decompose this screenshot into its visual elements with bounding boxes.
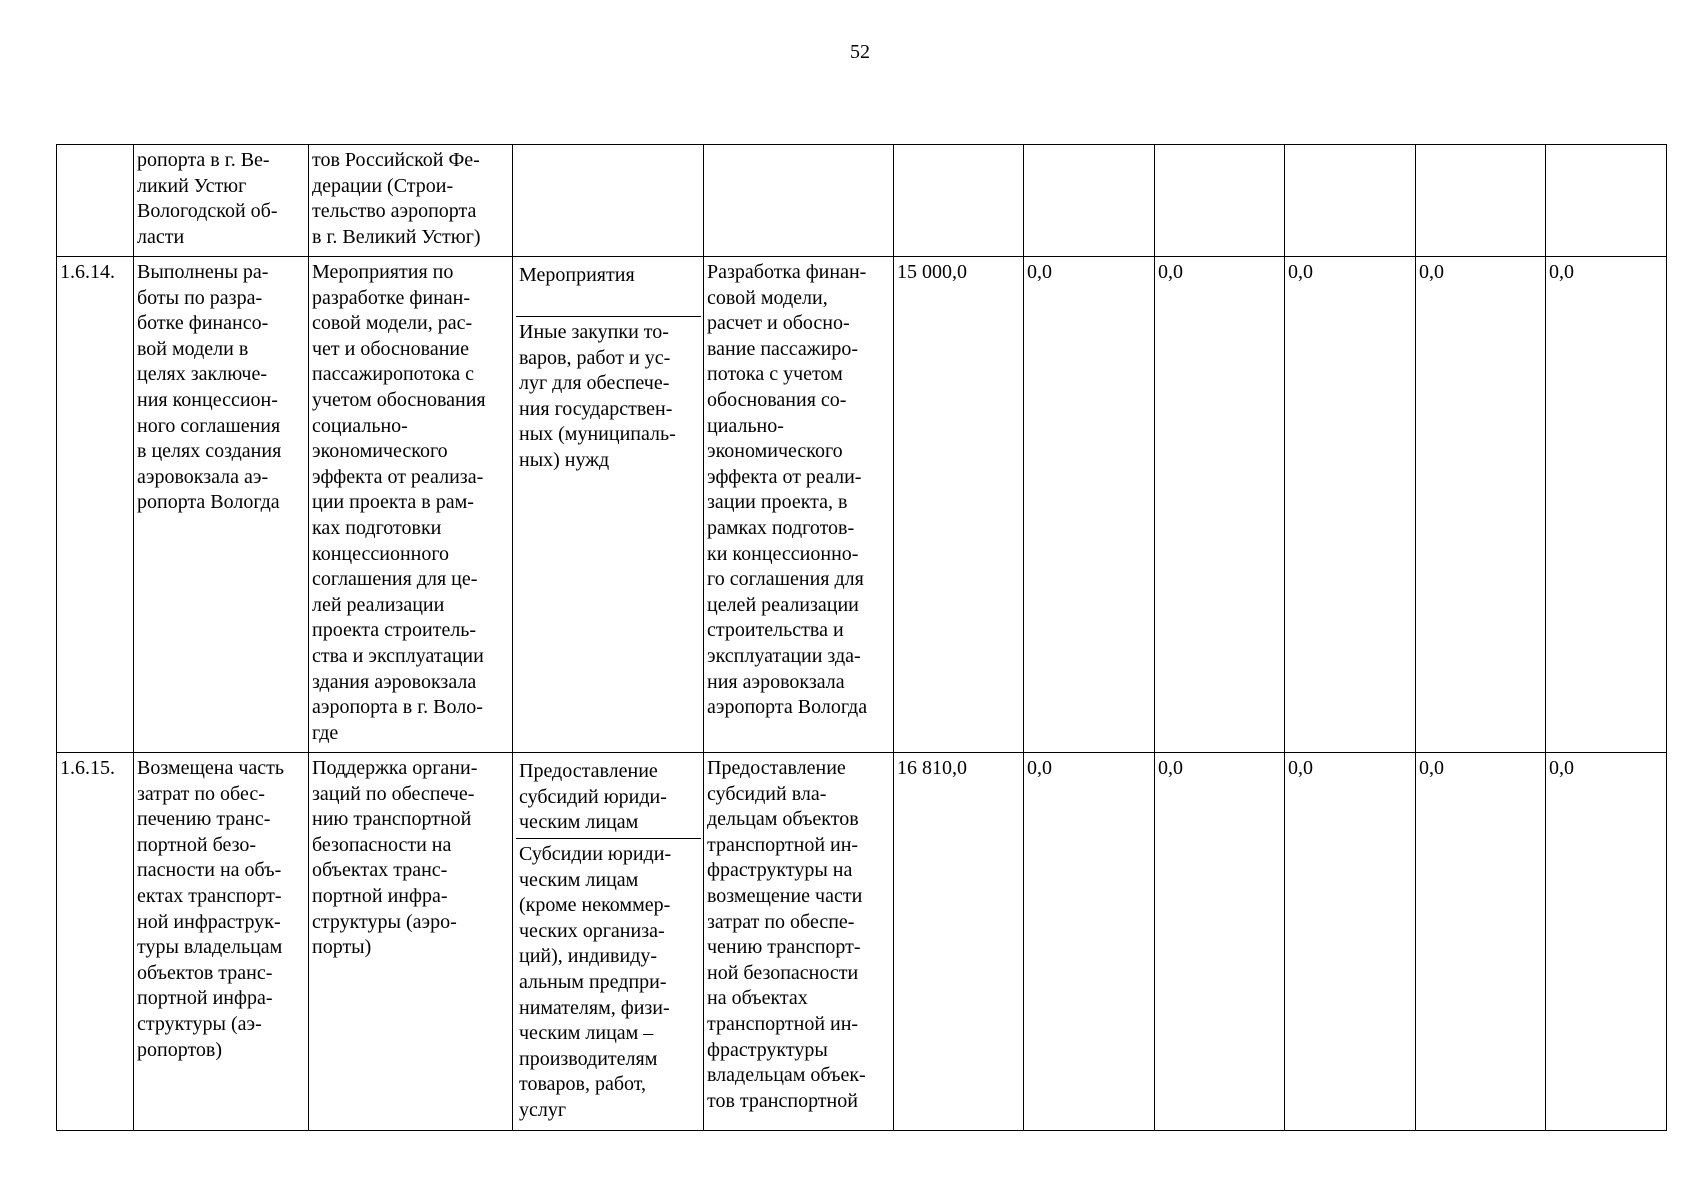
value-cell: 0,0 [1416, 257, 1546, 753]
value-cell [1285, 145, 1416, 257]
expense-type-cell [513, 257, 704, 753]
value-cell: 0,0 [1024, 257, 1155, 753]
expense-type-heading: Предоставление субсидий юриди- ческим лицам [516, 756, 701, 839]
expense-type-detail: Иные закупки то- варов, работ и ус- луг для обеспече- ния государствен- ных (муниципаль- ных) нужд [519, 321, 676, 471]
table-row [57, 257, 1667, 753]
result-cell: Выполнены ра- боты по разра- ботке финансо- вой модели в целях заключе- ния концессион- ного соглашения в целях создания аэровокзала аэ- ропорта Вологда [134, 257, 309, 753]
direction-cell [704, 145, 894, 257]
page-number: 52 [850, 41, 870, 63]
table-row [57, 145, 1667, 257]
direction-cell: Разработка финан- совой модели, расчет и обосно- вание пассажиро- потока с учетом обоснования со- циально- экономического эффекта от реали- зации проекта, в рамках подготов- ки концессионно- го соглашения для целей реализации строительства и эксплуатации зда- ния аэровокзала аэропорта Вологда [704, 257, 894, 753]
budget-table [56, 144, 1667, 1131]
result-cell: ропорта в г. Ве- ликий Устюг Вологодской об- ласти [134, 145, 309, 257]
row-number-cell: 1.6.14. [57, 257, 134, 753]
value-cell: 0,0 [1024, 753, 1155, 1131]
value-cell: 0,0 [1155, 257, 1285, 753]
expense-type-cell [513, 145, 704, 257]
value-cell: 0,0 [1546, 257, 1667, 753]
expense-type-cell [513, 753, 704, 1131]
event-cell: Мероприятия по разработке финан- совой модели, рас- чет и обоснование пассажиропотока с учетом обоснования социально- экономического эффекта от реализа- ции проекта в рам- ках подготовки концессионного соглашения для це- лей реализации проекта строитель- ства и эксплуатации здания аэровокзала аэропорта в г. Воло- где [309, 257, 513, 753]
result-cell: Возмещена часть затрат по обес- печению транс- портной безо- пасности на объ- ектах транспорт- ной инфраструк- туры владельцам объектов транс- портной инфра- структуры (аэ- ропортов) [134, 753, 309, 1131]
value-cell [894, 145, 1024, 257]
direction-cell: Предоставление субсидий вла- дельцам объектов транспортной ин- фраструктуры на возмещение части затрат по обеспе- чению транспорт- ной безопасности на объектах транспортной ин- фраструктуры владельцам объек- тов транспортной [704, 753, 894, 1131]
value-cell [1416, 145, 1546, 257]
table-row [57, 753, 1667, 1131]
value-cell: 16 810,0 [894, 753, 1024, 1131]
row-number-cell [57, 145, 134, 257]
value-cell [1155, 145, 1285, 257]
event-cell: Поддержка органи- заций по обеспече- нию транспортной безопасности на объектах транс- портной инфра- структуры (аэро- порты) [309, 753, 513, 1131]
event-cell: тов Российской Фе- дерации (Строи- тельство аэропорта в г. Великий Устюг) [309, 145, 513, 257]
value-cell: 0,0 [1546, 753, 1667, 1131]
value-cell [1024, 145, 1155, 257]
value-cell: 0,0 [1285, 753, 1416, 1131]
value-cell: 0,0 [1416, 753, 1546, 1131]
value-cell: 15 000,0 [894, 257, 1024, 753]
row-number-cell: 1.6.15. [57, 753, 134, 1131]
expense-type-detail: Субсидии юриди- ческим лицам (кроме некоммер- ческих организа- ций), индивиду- альным предпри- нимателям, физи- ческим лицам – производителям товаров, работ, услуг [519, 843, 672, 1121]
value-cell: 0,0 [1285, 257, 1416, 753]
value-cell: 0,0 [1155, 753, 1285, 1131]
expense-type-heading: Мероприятия [516, 260, 701, 317]
value-cell [1546, 145, 1667, 257]
